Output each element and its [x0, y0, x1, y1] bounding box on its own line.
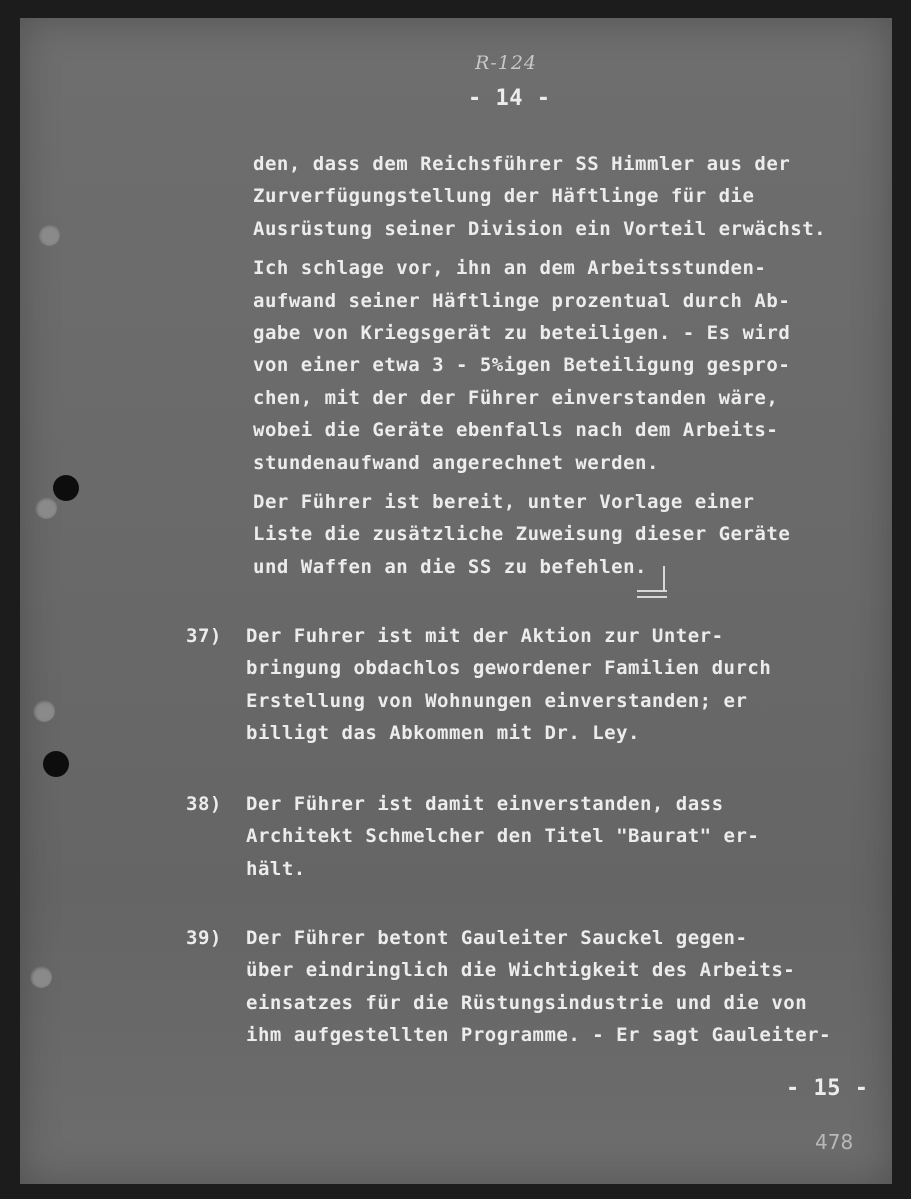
item-text	[246, 788, 759, 885]
item-text	[246, 620, 771, 750]
text-line: Der Führer ist bereit, unter Vorlage einer	[253, 490, 755, 513]
text-line: stundenaufwand angerechnet werden.	[253, 451, 659, 474]
text-line: billigt das Abkommen mit Dr. Ley.	[246, 722, 640, 745]
item-number: 38)	[186, 793, 222, 815]
text-line: Der Fuhrer ist mit der Aktion zur Unter-	[246, 625, 724, 647]
text-line: hält.	[246, 857, 306, 880]
punch-hole	[43, 751, 69, 777]
text-line: über eindringlich die Wichtigkeit des Arbeits-	[246, 959, 796, 982]
archive-stamp-number: 478	[815, 1130, 854, 1154]
text-line: Zurverfügungstellung der Häftlinge für die	[253, 185, 755, 208]
punch-hole	[33, 700, 55, 722]
continuation-paragraph	[253, 148, 863, 245]
text-line: bringung obdachlos gewordener Familien durch	[246, 657, 772, 680]
text-line: Der Führer ist damit einverstanden, dass	[246, 793, 724, 815]
item-text	[246, 922, 831, 1052]
archive-reference: R-124	[475, 52, 537, 74]
fuehrer-paragraph	[253, 486, 863, 583]
text-line: Ich schlage vor, ihn an dem Arbeitsstunden-	[253, 257, 767, 280]
text-line: Der Führer betont Gauleiter Sauckel gegen-	[246, 927, 748, 949]
text-line: wobei die Geräte ebenfalls nach dem Arbeits-	[253, 419, 779, 442]
text-line: Liste die zusätzliche Zuweisung dieser Geräte	[253, 523, 791, 546]
text-line: und Waffen an die SS zu befehlen.	[253, 555, 647, 578]
text-line: Architekt Schmelcher den Titel "Baurat" er-	[246, 825, 760, 848]
handwritten-bracket	[663, 566, 665, 592]
text-line: ihm aufgestellten Programme. - Er sagt Gauleiter-	[246, 1024, 832, 1047]
text-line: chen, mit der der Führer einverstanden wäre,	[253, 386, 779, 409]
text-line: gabe von Kriegsgerät zu beteiligen. - Es wird	[253, 321, 791, 344]
proposal-paragraph	[253, 252, 863, 479]
text-line: Erstellung von Wohnungen einverstanden; er	[246, 689, 748, 712]
item-number: 37)	[186, 625, 222, 647]
main-text	[253, 148, 863, 583]
text-line: Ausrüstung seiner Division ein Vorteil erwächst.	[253, 217, 827, 240]
text-line: aufwand seiner Häftlinge prozentual durch Ab-	[253, 289, 791, 312]
item-number: 39)	[186, 927, 222, 949]
page-number: - 14 -	[468, 86, 551, 111]
text-line: den, dass dem Reichsführer SS Himmler aus der	[253, 153, 791, 175]
punch-hole	[38, 224, 60, 246]
next-page-indicator: - 15 -	[786, 1076, 869, 1101]
text-line: von einer etwa 3 - 5%igen Beteiligung gespro-	[253, 354, 791, 377]
text-line: einsatzes für die Rüstungsindustrie und die von	[246, 991, 808, 1014]
punch-hole	[30, 966, 52, 988]
punch-hole	[53, 475, 79, 501]
punch-hole	[35, 497, 57, 519]
